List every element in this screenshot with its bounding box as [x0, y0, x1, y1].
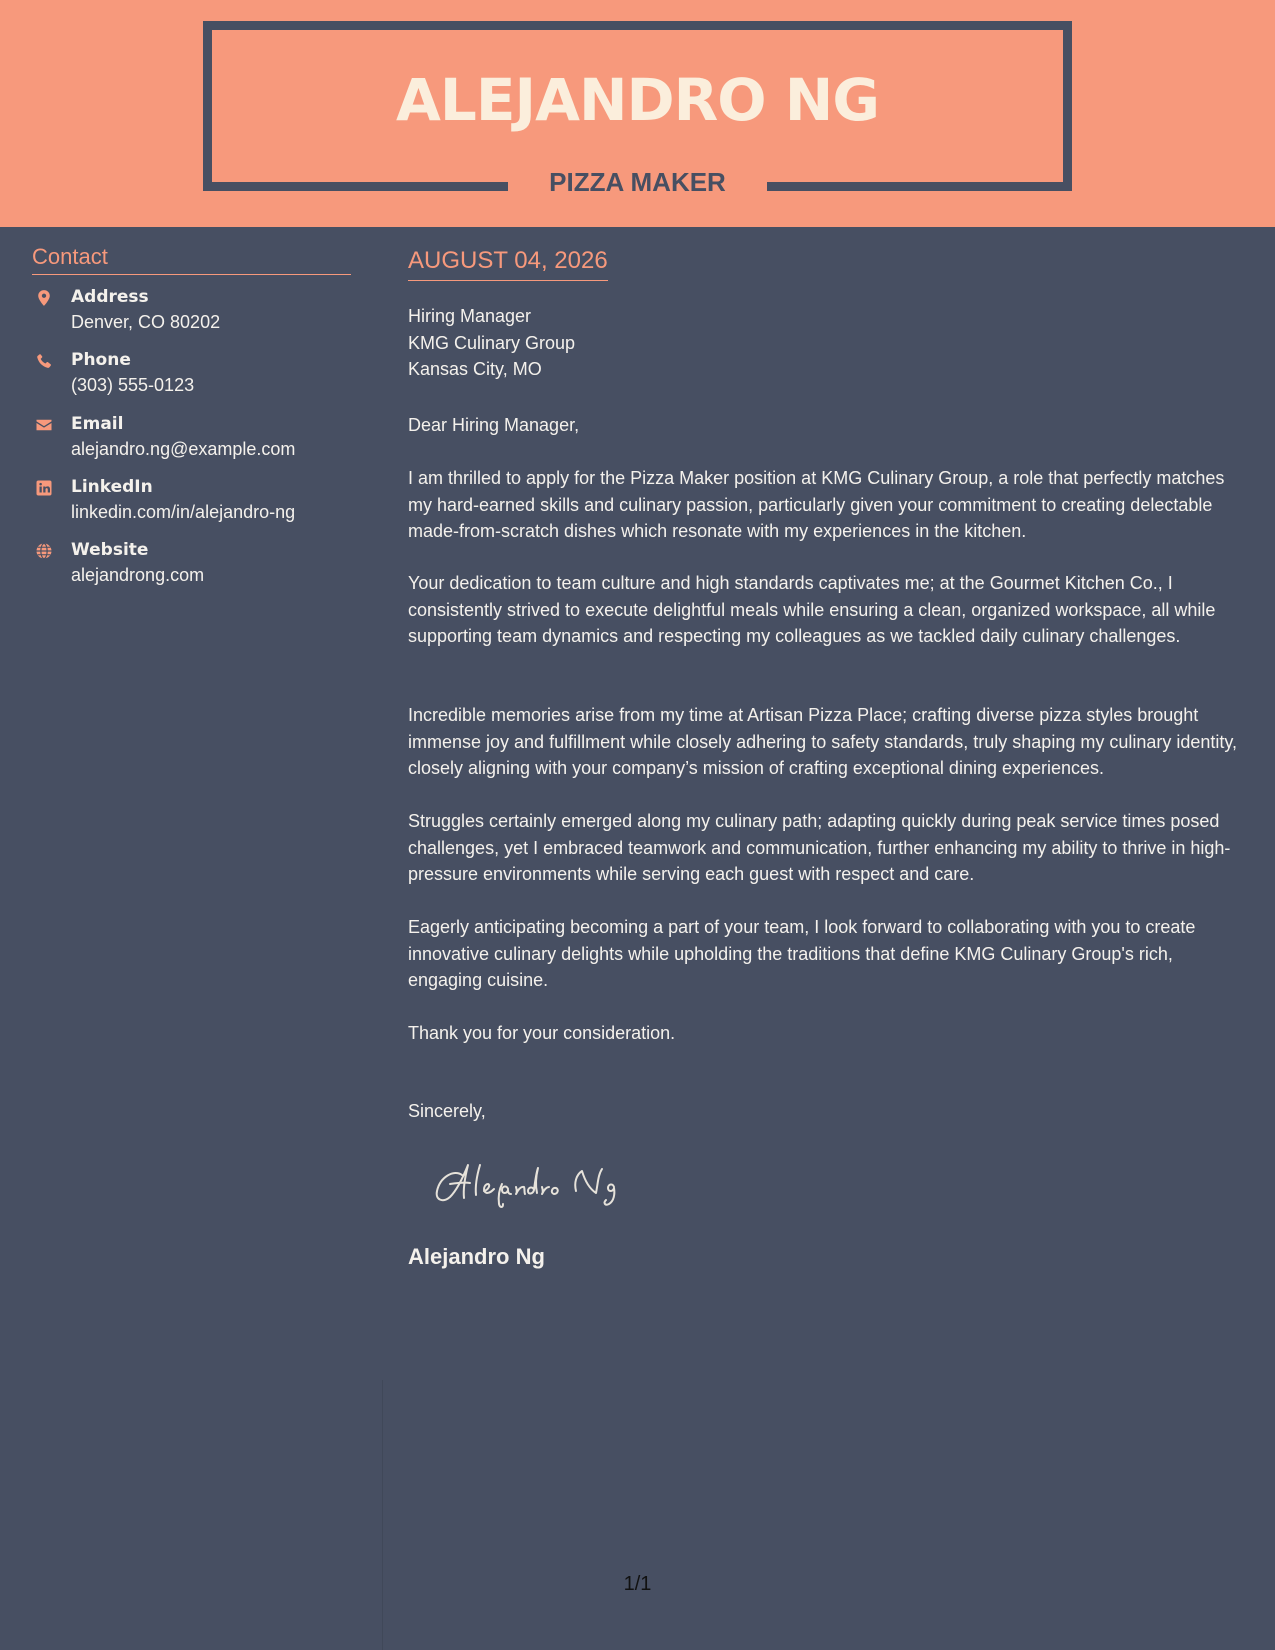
contact-heading: Contact	[32, 242, 351, 275]
header-banner	[0, 0, 1275, 227]
contact-item-address	[32, 285, 362, 339]
page-number: 1/1	[623, 1573, 652, 1595]
address-value: Denver, CO 80202	[71, 312, 221, 332]
applicant-name: ALEJANDRO NG	[396, 66, 879, 134]
linkedin-value[interactable]: linkedin.com/in/alejandro-ng	[71, 502, 296, 522]
contact-item-email	[32, 412, 362, 466]
phone-icon	[35, 352, 53, 370]
contact-item-phone	[32, 348, 362, 402]
contact-label: Phone	[71, 350, 131, 370]
recipient-line: KMG Culinary Group	[408, 332, 576, 353]
envelope-icon	[35, 416, 53, 434]
letter-date: AUGUST 04, 2026	[408, 245, 608, 281]
contact-item-website	[32, 538, 362, 592]
recipient-line: Kansas City, MO	[408, 359, 542, 379]
salutation: Dear Hiring Manager,	[408, 415, 580, 435]
column-divider	[382, 1380, 383, 1650]
job-title: PIZZA MAKER	[549, 167, 726, 197]
contact-label: Email	[71, 414, 124, 434]
linkedin-icon	[35, 479, 53, 497]
job-title-container	[508, 160, 767, 204]
location-pin-icon	[35, 289, 53, 307]
email-value[interactable]: alejandro.ng@example.com	[71, 439, 296, 459]
contact-label: Address	[71, 287, 149, 307]
recipient-block	[408, 303, 1240, 383]
contact-label: Website	[71, 540, 149, 560]
recipient-line: Hiring Manager	[408, 306, 532, 326]
handwritten-signature	[428, 1153, 668, 1213]
letter-paragraph: Eagerly anticipating becoming a part of your team, I look forward to collaborating with you to create innovative culinary delights while upholding the traditions that define KMG Culinary Group's rich, engaging cuisine.	[408, 917, 1196, 990]
contact-item-linkedin	[32, 475, 362, 529]
globe-icon	[35, 542, 53, 560]
letter-paragraph: Your dedication to team culture and high standards captivates me; at the Gourmet Kitchen Co., I consistently strived to execute delightful meals while ensuring a clean, organized workspace, all while supporting team dynamics and respecting my colleagues as we tackled daily culinary challenges.	[408, 573, 1216, 646]
thank-you-line: Thank you for your consideration.	[408, 1023, 676, 1043]
letter-paragraph: I am thrilled to apply for the Pizza Maker position at KMG Culinary Group, a role that perfectly matches my hard-earned skills and culinary passion, particularly given your commitment to creating delectable made-from-scratch dishes which resonate with my experiences in the kitchen.	[408, 468, 1225, 541]
closing: Sincerely,	[408, 1101, 486, 1121]
contact-sidebar	[0, 227, 383, 1650]
letter-paragraph: Struggles certainly emerged along my culinary path; adapting quickly during peak service times posed challenges, yet I embraced teamwork and communication, further enhancing my ability to thrive in high-pressure environments while serving each guest with respect and care.	[408, 811, 1231, 884]
letter-paragraph: Incredible memories arise from my time at Artisan Pizza Place; crafting diverse pizza styles brought immense joy and fulfillment while closely adhering to safety standards, truly shaping my culinary identity, closely aligning with your company’s mission of crafting exceptional dining experiences.	[408, 705, 1238, 778]
phone-value: (303) 555-0123	[71, 375, 195, 395]
contact-label: LinkedIn	[71, 477, 153, 497]
signer-name: Alejandro Ng	[408, 1244, 545, 1269]
website-value[interactable]: alejandrong.com	[71, 565, 205, 585]
